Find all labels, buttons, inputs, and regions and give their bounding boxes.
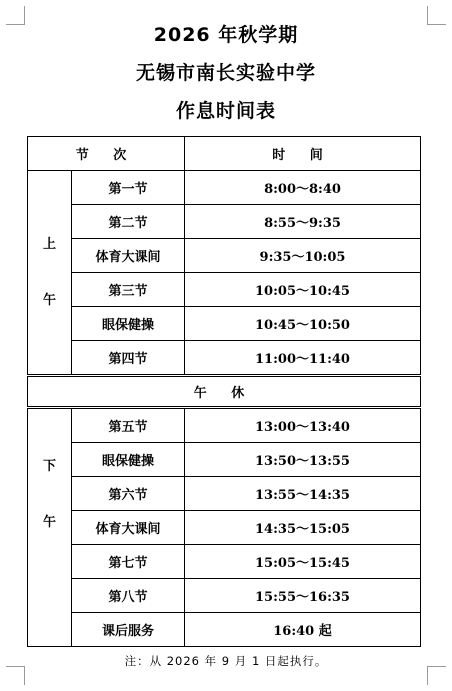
table-row [28,307,421,341]
period-name: 课后服务 [72,613,185,647]
effective-date-note: 注：从 2026 年 9 月 1 日起执行。 [124,654,328,668]
period-name: 眼保健操 [72,443,185,477]
period-time: 13:55～14:35 [185,477,421,511]
period-time: 13:00～13:40 [185,408,421,443]
period-time: 9:35～10:05 [185,239,421,273]
afternoon-label: 下 午 [28,408,72,647]
period-name: 第七节 [72,545,185,579]
period-name: 第三节 [72,273,185,307]
period-time: 13:50～13:55 [185,443,421,477]
table-row [28,408,421,443]
period-time: 8:55～9:35 [185,205,421,239]
period-time: 15:05～15:45 [185,545,421,579]
period-name: 体育大课间 [72,239,185,273]
table-row [28,579,421,613]
table-row [28,613,421,647]
morning-label: 上 午 [28,171,72,376]
table-row [28,511,421,545]
schedule-table [27,136,421,647]
semester-title: 2026 年秋学期 [153,24,299,46]
header-period: 节 次 [28,137,185,171]
period-name: 第五节 [72,408,185,443]
period-name: 第六节 [72,477,185,511]
period-time: 14:35～15:05 [185,511,421,545]
lunch-break-label: 午 休 [28,376,421,408]
period-name: 第八节 [72,579,185,613]
school-name: 无锡市南长实验中学 [135,62,316,84]
lunch-break-row [28,376,421,408]
period-time: 11:00～11:40 [185,341,421,376]
table-row [28,341,421,376]
period-time: 15:55～16:35 [185,579,421,613]
period-time: 16:40 起 [185,613,421,647]
period-name: 第四节 [72,341,185,376]
period-name: 第二节 [72,205,185,239]
table-row [28,477,421,511]
period-time: 10:05～10:45 [185,273,421,307]
table-row [28,443,421,477]
header-time: 时 间 [185,137,421,171]
header-row [28,137,421,171]
table-row [28,545,421,579]
table-row [28,239,421,273]
period-name: 体育大课间 [72,511,185,545]
table-row [28,273,421,307]
period-name: 眼保健操 [72,307,185,341]
table-row [28,205,421,239]
table-row [28,171,421,205]
schedule-title: 作息时间表 [175,100,276,122]
period-time: 10:45～10:50 [185,307,421,341]
period-time: 8:00～8:40 [185,171,421,205]
period-name: 第一节 [72,171,185,205]
